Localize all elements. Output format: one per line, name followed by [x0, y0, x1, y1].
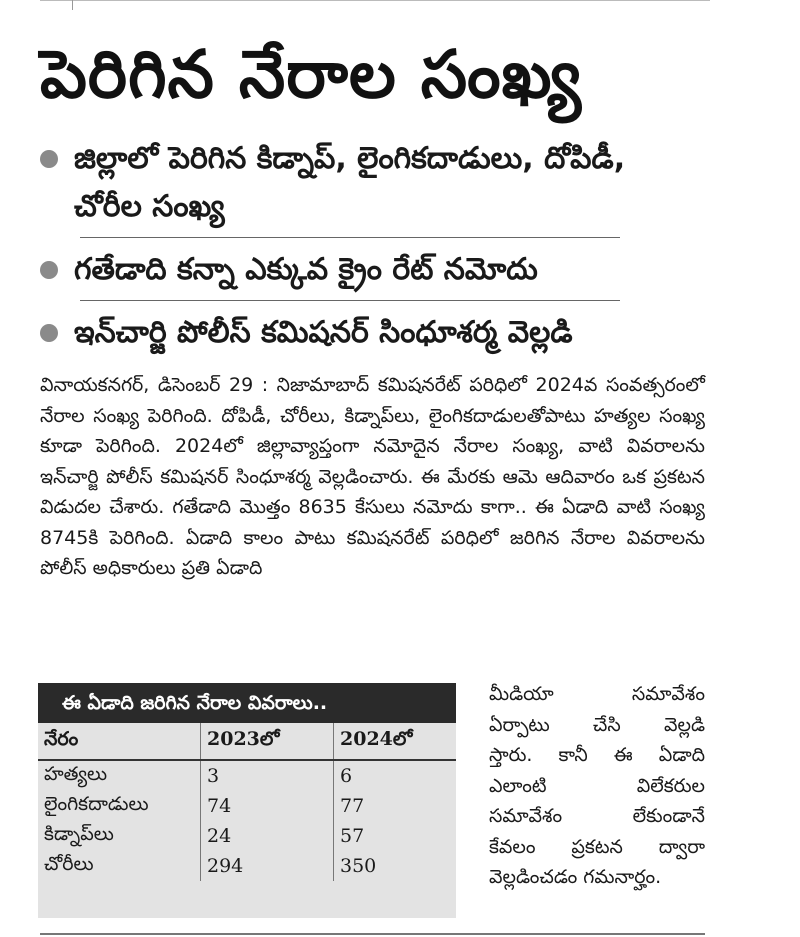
bullet-text: ఇన్‌చార్జి పోలీస్ కమిషనర్ సింధూశర్మ వెల్లడి [74, 315, 573, 350]
text-line: ఎలాంటి విలేకరుల [489, 774, 705, 797]
text-line: ఏర్పాటు చేసి వెల్లడి [489, 713, 705, 736]
bullet-divider [80, 237, 620, 238]
cell-2023: 3 [201, 760, 334, 791]
text-line: కేవలం ప్రకటన ద్వారా [489, 835, 705, 858]
cell-2023: 294 [201, 851, 334, 881]
top-tick [72, 0, 73, 10]
header-2024: 2024లో [334, 723, 457, 760]
crime-stats-table [38, 723, 456, 881]
bullet-item [40, 135, 700, 231]
top-rule [40, 0, 710, 4]
cell-crime: చోరీలు [38, 851, 201, 881]
bottom-rule [40, 933, 705, 935]
table-row [38, 851, 456, 881]
cell-2023: 74 [201, 791, 334, 821]
text-line: మీడియా సమావేశం [489, 683, 705, 705]
bullet-dot-icon [40, 150, 58, 168]
cell-crime: కిడ్నాప్‌లు [38, 821, 201, 851]
table-row [38, 760, 456, 791]
bullet-text: గతేడాది కన్నా ఎక్కువ క్రైం రేట్ నమోదు [74, 252, 538, 287]
text-line: సమావేశం లేకుండానే [489, 805, 705, 827]
cell-crime: లైంగికదాడులు [38, 791, 201, 821]
bullet-list [40, 135, 700, 357]
bullet-text: జిల్లాలో పెరిగిన కిడ్నాప్, లైంగికదాడులు, దోపిడీ, చోరీల సంఖ్య [74, 141, 626, 224]
bullet-dot-icon [40, 324, 58, 342]
bullet-item [40, 309, 700, 357]
bullet-divider [80, 300, 620, 301]
headline: పెరిగిన నేరాల సంఖ్య [40, 36, 582, 113]
cell-2024: 77 [340, 795, 365, 817]
text-line: స్తారు. కానీ ఈ ఏడాది [489, 744, 705, 766]
header-2023: 2023లో [201, 723, 334, 760]
bullet-dot-icon [40, 261, 58, 279]
header-crime: నేరం [38, 723, 201, 760]
cell-2024: 57 [340, 825, 365, 847]
article-body: వినాయకనగర్, డిసెంబర్ 29 : నిజామాబాద్ కమిషనరేట్ పరిధిలో 2024వ సంవత్సరంలో నేరాల సంఖ్య పెరిగింది. దోపిడీ, చోరీలు, కిడ్నాప్‌లు, లైంగికదాడులతోపాటు హత్యల సంఖ్య కూడా పెరిగింది. 2024లో జిల్లావ్యాప్తంగా నమోదైన నేరాల సంఖ్య, వాటి వివరాలను ఇన్‌చార్జి పోలీస్ కమిషనర్ సింధూశర్మ వెల్లడించారు. ఈ మేరకు ఆమె ఆదివారం ఒక ప్రకటన విడుదల చేశారు. గతేడాది మొత్తం 8635 కేసులు నమోదు కాగా.. ఈ ఏడాది వాటి సంఖ్య 8745కి పెరిగింది. ఏడాది కాలం పాటు కమిషనరేట్ పరిధిలో జరిగిన నేరాల వివరాలను పోలీస్ అధికారులు ప్రతి ఏడాది [40, 374, 705, 579]
bullet-item [40, 246, 700, 294]
text-line: వెల్లడించడం గమనార్హం. [489, 866, 662, 888]
cell-2024: 6 [340, 765, 353, 787]
table-row [38, 791, 456, 821]
crime-stats-table-box [38, 683, 456, 918]
table-title: ఈ ఏడాది జరిగిన నేరాల వివరాలు.. [38, 683, 456, 723]
article-body-continued [489, 679, 705, 893]
table-row [38, 821, 456, 851]
cell-2024: 350 [340, 855, 377, 877]
table-header-row [38, 723, 456, 760]
cell-crime: హత్యలు [38, 760, 201, 791]
cell-2023: 24 [201, 821, 334, 851]
